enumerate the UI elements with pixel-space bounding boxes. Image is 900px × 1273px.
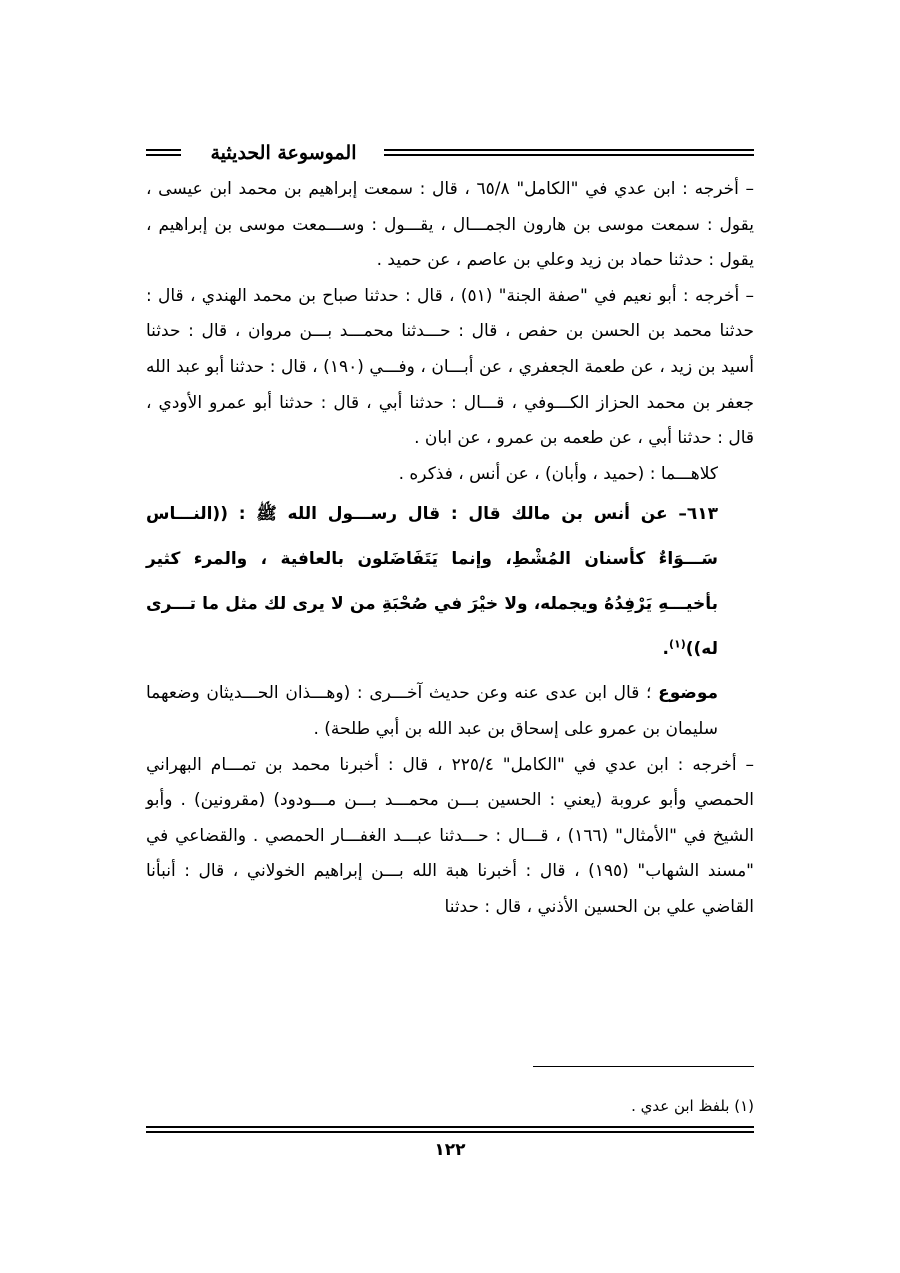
footnote: (١) بلفظ ابن عدي . — [631, 1097, 754, 1115]
hadith-end: . — [662, 639, 669, 660]
verdict-label: موضوع — [658, 683, 719, 704]
header-title: الموسوعة الحديثية — [210, 142, 357, 164]
running-header — [146, 138, 754, 172]
page-number: ١٢٢ — [434, 1140, 466, 1160]
paragraph-takhrij-1: – أخرجه : ابن عدي في "الكامل" ٦٥/٨ ، قال : سمعت إبراهيم بن محمد ابن عيسى ، يقول : سمعت موسى بن هارون الجمـــال ، يقـــول : وســـمعت موسى بن إبراهيم ، يقول : حدثنا حماد بن زيد وعلي بن عاصم ، عن حميد . — [146, 179, 754, 271]
paragraph-takhrij-3: – أخرجه : ابن عدي في "الكامل" ٢٢٥/٤ ، قال : أخبرنا محمد بن تمـــام البهراني الحمصي وأبو عروبة (يعني : الحسين بـــن محمـــد بـــن مـــودود) (مقرونين) . وأبو الشيخ في "الأمثال" (١٦٦) ، قـــال : حـــدثنا عبـــد الغفـــار الحمصي . والقضاعي في "مسند الشهاب" (١٩٥) ، قال : أخبرنا هبة الله بـــن إبراهيم الخولاني ، قال : أنبأنا القاضي علي بن الحسين الأذني ، قال : حدثنا — [146, 754, 754, 917]
verdict-text: ؛ قال ابن عدى عنه وعن حديث آخـــرى : (وهـــذان الحـــديثان وضعهما سليمان بن عمرو على إسحاق بن عبد الله بن أبي طلحة) . — [146, 683, 718, 739]
paragraph-summary: كلاهـــما : (حميد ، وأبان) ، عن أنس ، فذكره . — [398, 463, 718, 484]
main-text — [146, 172, 754, 926]
footnote-separator — [533, 1066, 754, 1067]
header-rule-right — [384, 149, 754, 156]
footer-rule — [146, 1126, 754, 1133]
hadith-text — [146, 492, 754, 672]
footnote-marker: (١) — [668, 637, 686, 651]
hadith-verdict — [146, 676, 754, 747]
hadith-body: ٦١٣– عن أنس بن مالك قال : قال رســـول الله ﷺ : ((النـــاس سَـــوَاءٌ كأسنان المُشْطِ، وإنما يَتَفَاضَلون بالعافية ، والمرء كثير بأخيـــهِ يَرْفِدُهُ ويجمله، ولا خيْرَ في صُحْبَةِ من لا يرى لك مثل ما تـــرى له)) — [146, 504, 718, 660]
header-rule-left — [146, 149, 181, 156]
paragraph-takhrij-2: – أخرجه : أبو نعيم في "صفة الجنة" (٥١) ، قال : حدثنا صباح بن محمد الهندي ، قال : حدثنا محمد بن الحسن بن حفص ، قال : حـــدثنا محمـــد بـــن مروان ، قال : حدثنا أسيد بن زيد ، عن طعمة الجعفري ، عن أبـــان ، وفـــي (١٩٠) ، قال : حدثنا أبو عبد الله جعفر بن محمد الحزاز الكـــوفي ، قـــال : حدثنا أبي ، قال : حدثنا أبو عمرو الأودي ، قال : حدثنا أبي ، عن طعمه بن عمرو ، عن ابان . — [146, 285, 754, 449]
